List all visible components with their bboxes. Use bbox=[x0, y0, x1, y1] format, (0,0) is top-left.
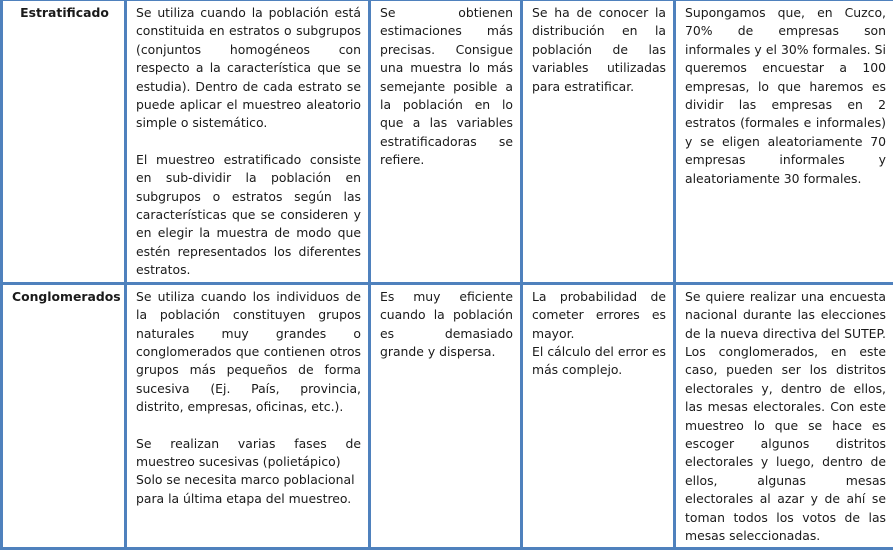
description-cell bbox=[126, 283, 370, 549]
disadvantages-text: La probabilidad de cometer errores es mayor. bbox=[532, 288, 666, 341]
paragraph-spacer bbox=[136, 133, 361, 151]
description-paragraph: El muestreo estratificado consiste en sub-dividir la población en subgrupos o estratos según las características que se consideren y en elegir la muestra de modo que estén representados los diferentes estratos. bbox=[136, 151, 361, 278]
advantages-text: Es muy eficiente cuando la población es demasiado grande y dispersa. bbox=[380, 288, 513, 359]
method-name-cell bbox=[2, 0, 126, 283]
table-row-estratificado bbox=[2, 0, 893, 283]
disadvantages-text: El cálculo del error es más complejo. bbox=[532, 343, 666, 378]
disadvantages-cell bbox=[522, 283, 675, 549]
method-name-cell bbox=[2, 283, 126, 549]
example-text: Se quiere realizar una encuesta nacional durante las elecciones de la nueva directiva del SUTEP. Los conglomerados, en este caso, pueden ser los distritos electorales y, dentro de ellos, las mesas electorales. Con este muestreo lo que se hace es escoger algunos distritos electorales y luego, dentro de ellos, algunas mesas electorales al azar y de ahí se toman todos los votos de las mesas seleccionadas. bbox=[685, 288, 886, 543]
advantages-cell bbox=[370, 283, 522, 549]
description-cell bbox=[126, 0, 370, 283]
description-paragraph: Solo se necesita marco poblacional para la última etapa del muestreo. bbox=[136, 472, 355, 506]
advantages-cell bbox=[370, 0, 522, 283]
description-paragraph: Se utiliza cuando la población está constituida en estratos o subgrupos (conjuntos homogéneos con respecto a la característica que se estudia). Dentro de cada estrato se puede aplicar el muestreo aleatorio simple o sistemático. bbox=[136, 5, 361, 131]
method-name: Conglomerados bbox=[12, 288, 121, 304]
method-name: Estratificado bbox=[20, 5, 109, 20]
example-text: Supongamos que, en Cuzco, 70% de empresas son informales y el 30% formales. Si queremos encuestar a 100 empresas, lo que haremos es dividir las empresas en 2 estratos (formales e informales) y se eligen aleatoriamente 70 empresas informales y aleatoriamente 30 formales. bbox=[685, 5, 886, 186]
example-cell bbox=[675, 283, 893, 549]
example-cell bbox=[675, 0, 893, 283]
advantages-text: Se obtienen estimaciones más precisas. Consigue una muestra lo más semejante posible a la población en lo que a las variables estratificadoras se refiere. bbox=[380, 5, 513, 168]
disadvantages-cell bbox=[522, 0, 675, 283]
table-row-conglomerados bbox=[2, 283, 893, 549]
disadvantages-text: Se ha de conocer la distribución en la población de las variables utilizadas para estratificar. bbox=[532, 5, 666, 94]
paragraph-spacer bbox=[136, 417, 361, 435]
description-paragraph: Se utiliza cuando los individuos de la población constituyen grupos naturales muy grandes o conglomerados que contienen otros grupos más pequeños de forma sucesiva (Ej. País, provincia, distrito, empresas, oficinas, etc.). bbox=[136, 288, 361, 415]
description-paragraph: Se realizan varias fases de muestreo sucesivas (polietápico) bbox=[136, 435, 361, 469]
